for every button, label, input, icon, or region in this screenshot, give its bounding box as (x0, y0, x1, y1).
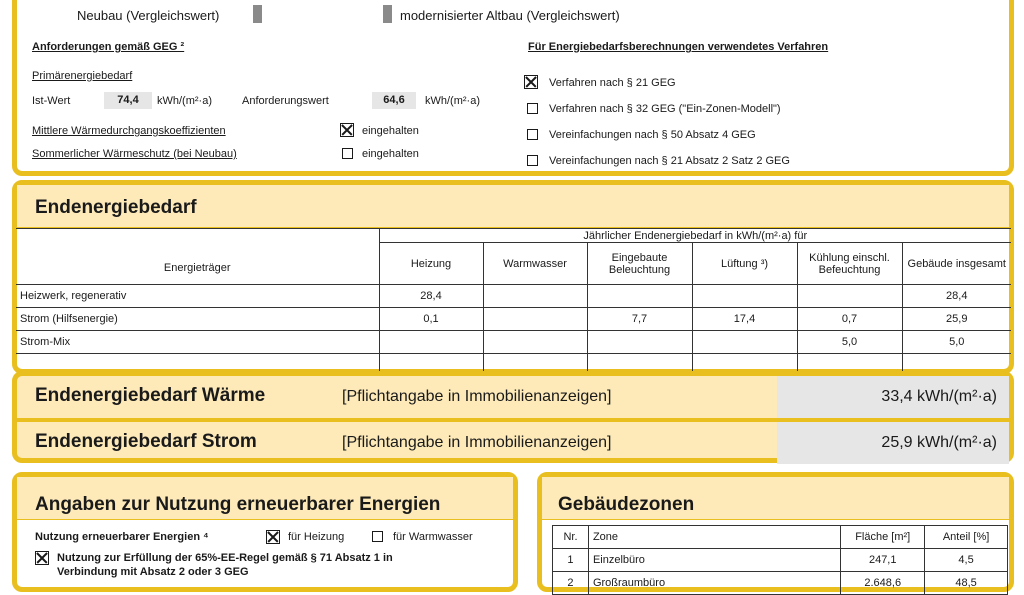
endenergie-section (12, 180, 1014, 374)
mittlere-checkbox[interactable] (340, 123, 354, 137)
regel-checkbox[interactable] (35, 551, 49, 565)
mittlere-status: eingehalten (362, 125, 419, 137)
procedure-32-checkbox[interactable] (527, 103, 538, 114)
table-row: Strom-Mix 5,0 5,0 (16, 331, 1011, 354)
anforderung-unit: kWh/(m²·a) (425, 95, 480, 107)
sommer-checkbox[interactable] (342, 148, 353, 159)
procedure-50-checkbox[interactable] (527, 129, 538, 140)
col-warmwasser: Warmwasser (483, 243, 587, 285)
warmwasser-checkbox[interactable] (372, 531, 383, 542)
requirements-section (12, 0, 1014, 176)
requirements-heading: Anforderungen gemäß GEG ² (32, 41, 185, 53)
waerme-value: 33,4 kWh/(m²·a) (777, 376, 1009, 418)
endenergie-table (16, 228, 1011, 377)
primary-energy-label: Primärenergiebedarf (32, 70, 133, 82)
procedure-21-checkbox[interactable] (524, 75, 538, 89)
renewables-title: Angaben zur Nutzung erneuerbarer Energien (35, 494, 441, 515)
strom-label: Endenergiebedarf Strom (35, 431, 257, 452)
energietraeger-header: Energieträger (16, 229, 379, 285)
col-kuehlung: Kühlung einschl. Befeuchtung (797, 243, 902, 285)
procedure-21-label: Verfahren nach § 21 GEG (549, 77, 676, 89)
col-heizung: Heizung (379, 243, 483, 285)
waerme-hint: [Pflichtangabe in Immobilienanzeigen] (342, 388, 612, 405)
table-row: Heizwerk, regenerativ 28,4 28,4 (16, 285, 1011, 308)
zones-section (537, 472, 1014, 592)
table-row: 2 Großraumbüro 2.648,6 48,5 (553, 572, 1008, 595)
heizung-label: für Heizung (288, 531, 345, 543)
zones-col-zone: Zone (588, 526, 840, 549)
strom-hint: [Pflichtangabe in Immobilienanzeigen] (342, 434, 612, 451)
strom-row (17, 422, 1009, 464)
zones-title: Gebäudezonen (558, 494, 695, 515)
ist-value: 74,4 (104, 92, 152, 109)
anforderung-value: 64,6 (372, 92, 416, 109)
col-gesamt: Gebäude insgesamt (902, 243, 1011, 285)
ist-label: Ist-Wert (32, 95, 71, 107)
heizung-checkbox[interactable] (266, 530, 280, 544)
sommer-status: eingehalten (362, 148, 419, 160)
waerme-row (17, 376, 1009, 418)
regel-line2: Verbindung mit Absatz 2 oder 3 GEG (57, 566, 249, 578)
col-beleuchtung: Eingebaute Beleuchtung (587, 243, 692, 285)
zones-col-flaeche: Fläche [m²] (841, 526, 925, 549)
table-row: 1 Einzelbüro 247,1 4,5 (553, 549, 1008, 572)
compare-neubau-label: Neubau (Vergleichswert) (77, 8, 220, 23)
warmwasser-label: für Warmwasser (393, 531, 473, 543)
procedure-32-label: Verfahren nach § 32 GEG ("Ein-Zonen-Modell") (549, 103, 781, 115)
renewables-section (12, 472, 518, 592)
compare-altbau-label: modernisierter Altbau (Vergleichswert) (400, 8, 620, 23)
endenergie-title: Endenergiebedarf (35, 197, 197, 218)
ist-unit: kWh/(m²·a) (157, 95, 212, 107)
neubau-marker (253, 5, 262, 23)
nutzung-label: Nutzung erneuerbarer Energien ⁴ (35, 531, 209, 543)
procedure-50-label: Vereinfachungen nach § 50 Absatz 4 GEG (549, 129, 756, 141)
waerme-label: Endenergiebedarf Wärme (35, 385, 266, 406)
procedure-heading: Für Energiebedarfsberechnungen verwendetes Verfahren (528, 41, 829, 53)
sommer-label: Sommerlicher Wärmeschutz (bei Neubau) (32, 148, 237, 160)
procedure-21-2-label: Vereinfachungen nach § 21 Absatz 2 Satz 2 GEG (549, 155, 790, 167)
strom-value: 25,9 kWh/(m²·a) (777, 422, 1009, 464)
table-row: Strom (Hilfsenergie) 0,1 7,7 17,4 0,7 25,9 (16, 308, 1011, 331)
zones-col-nr: Nr. (553, 526, 589, 549)
anforderung-label: Anforderungswert (242, 95, 329, 107)
zones-table (552, 525, 1008, 595)
mittlere-label: Mittlere Wärmedurchgangskoeffizienten (32, 125, 226, 137)
summary-section (12, 371, 1014, 463)
col-lueftung: Lüftung ³) (692, 243, 797, 285)
regel-line1: Nutzung zur Erfüllung der 65%-EE-Regel gemäß § 71 Absatz 1 in (57, 552, 393, 564)
procedure-21-2-checkbox[interactable] (527, 155, 538, 166)
altbau-marker (383, 5, 392, 23)
span-header: Jährlicher Endenergiebedarf in kWh/(m²·a) für (379, 229, 1011, 243)
zones-col-anteil: Anteil [%] (925, 526, 1008, 549)
